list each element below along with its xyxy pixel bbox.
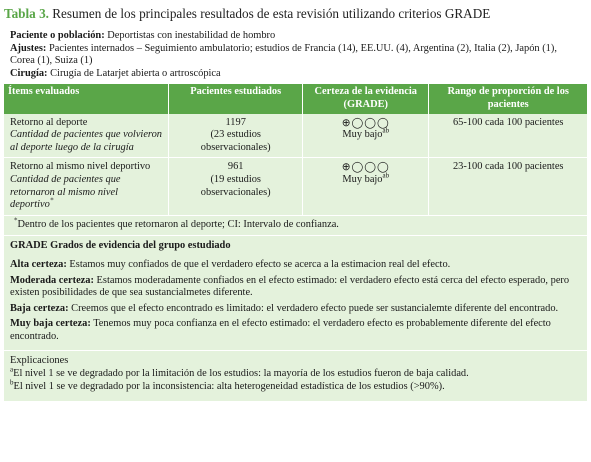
grade-text: Creemos que el efecto encontrado es limitado: el verdadero efecto puede ser sustancialemte diferente del encontrado. xyxy=(68,302,559,314)
table-caption xyxy=(4,6,587,22)
header-patients: Pacientes estudiados xyxy=(169,84,303,113)
table-caption-label: Tabla 3. xyxy=(4,6,49,21)
grade-text: Tenemos muy poca confianza en el efecto estimado: el verdadero efecto es probablemente diferente del efecto encontrado. xyxy=(10,318,551,342)
table-footnote xyxy=(4,216,587,237)
certainty-rating-icon: ⊕◯◯◯ xyxy=(341,161,390,174)
patients-count: 961 xyxy=(227,161,244,173)
results-table xyxy=(4,84,587,215)
table-caption-text: Resumen de los principales resultados de esta revisión utilizando criterios GRADE xyxy=(48,6,491,21)
explanations xyxy=(4,351,587,401)
settings-value: Pacientes internados – Seguimiento ambulatorio; estudios de Francia (14), EE.UU. (4), Argentina (2), Italia (2), Japón (1), Corea (1), Suiza (1) xyxy=(10,42,557,67)
item-cell xyxy=(4,114,169,158)
grade-label: Muy baja certeza: xyxy=(10,318,91,330)
item-name: Retorno al deporte xyxy=(10,116,88,128)
item-detail-mark: * xyxy=(49,196,54,205)
patients-cell xyxy=(169,158,303,215)
header-range: Rango de proporción de los pacientes xyxy=(429,84,587,113)
surgery-label: Cirugía: xyxy=(10,67,48,79)
grade-item xyxy=(10,259,581,272)
explanation-text: El nivel 1 se ve degradado por la inconsistencia: alta heterogeneidad estadística de los estudios (>90%). xyxy=(13,380,445,392)
item-detail: Cantidad de pacientes que retornaron al mismo nivel deportivo* xyxy=(10,173,121,211)
item-detail: Cantidad de pacientes que volvieron al deporte luego de la cirugía xyxy=(10,129,162,153)
certainty-rating-icon: ⊕◯◯◯ xyxy=(341,116,390,129)
surgery-value: Cirugía de Latarjet abierta o artroscópica xyxy=(47,67,221,79)
grade-heading: GRADE Grados de evidencia del grupo estudiado xyxy=(10,240,231,252)
explanation-mark: a xyxy=(10,365,14,374)
footnote-mark: * xyxy=(14,216,18,225)
certainty-sup: ab xyxy=(382,126,390,135)
certainty-cell xyxy=(303,114,429,158)
range-cell: 23-100 cada 100 pacientes xyxy=(429,158,587,215)
certainty-cell xyxy=(303,158,429,215)
studies-count: (23 estudios observacionales) xyxy=(200,129,271,153)
grade-text: Estamos muy confiados de que el verdadero efecto se acerca a la estimacion real del efecto. xyxy=(66,258,451,270)
grade-item xyxy=(10,318,581,343)
header-items: Ítems evaluados xyxy=(4,84,169,113)
explanation-item xyxy=(10,365,581,381)
grade-item xyxy=(10,275,581,300)
certainty-text: Muy bajo$^{ab}$ xyxy=(342,171,390,185)
table-header-row xyxy=(4,84,587,113)
patient-label: Paciente o población: xyxy=(10,30,105,41)
grade-label: Alta certeza: xyxy=(10,258,67,270)
header-certainty: Certeza de la evidencia (GRADE) xyxy=(303,84,429,113)
grade-label: Moderada certeza: xyxy=(10,274,94,286)
population-info xyxy=(4,27,587,84)
studies-count: (19 estudios observacionales) xyxy=(200,173,271,198)
grade-label: Baja certeza: xyxy=(10,302,69,314)
explanations-heading: Explicaciones xyxy=(10,355,69,367)
settings-line xyxy=(10,43,581,68)
table-row xyxy=(4,158,587,215)
settings-label: Ajustes: xyxy=(10,42,47,54)
table-row xyxy=(4,114,587,158)
table-frame xyxy=(4,27,587,401)
item-name: Retorno al mismo nivel deportivo xyxy=(10,161,151,173)
explanation-text: El nivel 1 se ve degradado por la limitación de los estudios: la mayoría de los estudios fueron de baja calidad. xyxy=(13,368,469,380)
certainty-text: Muy bajo$^{ab}$ xyxy=(342,126,390,141)
patients-count: 1197 xyxy=(225,116,246,128)
explanation-mark: b xyxy=(10,378,14,387)
patient-line xyxy=(10,30,581,43)
patients-cell xyxy=(169,114,303,158)
surgery-line xyxy=(10,68,581,81)
explanation-item xyxy=(10,378,581,394)
item-cell xyxy=(4,158,169,215)
certainty-sup: ab xyxy=(382,171,390,180)
grade-definitions xyxy=(4,236,587,351)
grade-text: Estamos moderadamente confiados en el efecto estimado: el verdadero efecto está cerca del efecto esperado, pero existen posibilidades de que sea sustancialmetes diferente. xyxy=(10,274,570,299)
grade-item xyxy=(10,303,581,316)
range-cell: 65-100 cada 100 pacientes xyxy=(429,114,587,158)
patient-value: Deportistas con inestabilidad de hombro xyxy=(104,30,276,41)
footnote-text: Dentro de los pacientes que retornaron al deporte; CI: Intervalo de confianza. xyxy=(17,218,339,230)
